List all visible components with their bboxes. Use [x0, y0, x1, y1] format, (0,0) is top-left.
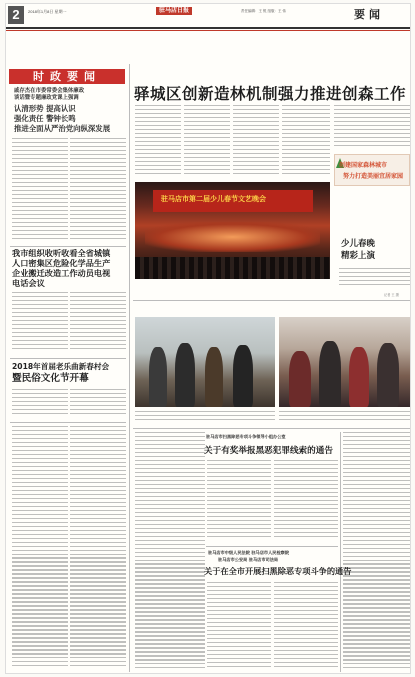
divider [133, 300, 411, 301]
sidebar-headline-line: 谈话暨专题廉政党课上强调 [14, 95, 79, 101]
divider [10, 358, 126, 359]
divider [133, 428, 411, 429]
photo-caption [135, 411, 275, 425]
body-text-block [70, 426, 126, 671]
sidebar-headline-line: 认清形势 提高认识 [14, 104, 76, 113]
notice-title: 关于在全市开展扫黑除恶专项斗争的通告 [204, 566, 352, 576]
stage-lights [145, 222, 320, 252]
photo-title-line: 少儿春晚 [341, 239, 376, 249]
story-headline-line: 人口密集区危险化学品生产 [12, 258, 111, 268]
body-text-block [207, 582, 271, 672]
newspaper-page [5, 3, 411, 674]
story-headline-line: 电话会议 [12, 278, 45, 288]
header-accent-rule [6, 30, 411, 31]
divider [206, 546, 338, 547]
body-text-block [12, 389, 68, 419]
body-text-block [12, 426, 68, 671]
notice-title: 关于有奖举报黑恶犯罪线索的通告 [204, 446, 333, 456]
body-text-block [282, 105, 330, 178]
body-text-block [343, 432, 411, 672]
sidebar-banner: 时政要闻 [9, 69, 125, 84]
section-title: 要闻 [354, 8, 384, 21]
column-divider [340, 432, 341, 672]
notice-issuer: 驻马店市中级人民法院 驻马店市人民检察院 [208, 550, 290, 555]
header-rule [6, 27, 411, 29]
body-text-block [70, 138, 126, 242]
photo-title-line: 精彩上演 [341, 251, 376, 261]
photo-caption [339, 268, 411, 288]
masthead: 驻马店日报 [156, 7, 192, 15]
body-text-block [12, 138, 68, 242]
body-text-block [135, 432, 205, 672]
issue-date: 2018年1月8日 星期一 [28, 9, 67, 14]
slogan-line: 创建国家森林城市 [339, 162, 388, 169]
story-headline-line: 企业搬迁改造工作动员电视 [12, 268, 111, 278]
slogan-line: 努力打造美丽宜居家园 [343, 173, 404, 180]
notice-issuer: 驻马店市扫黑除恶专项斗争领导小组办公室 [206, 434, 286, 439]
page-number: 2 [8, 6, 24, 24]
body-text-block [135, 105, 181, 178]
divider [10, 246, 126, 247]
story-headline-line: 暨民俗文化节开幕 [12, 373, 89, 384]
body-text-block [12, 292, 68, 354]
notice-issuer: 驻马店市公安局 驻马店市司法局 [218, 557, 279, 562]
stage-banner-text: 驻马店市第二届少儿春节文艺晚会 [161, 195, 266, 203]
gala-stage-photo [135, 182, 330, 279]
photo-caption [279, 411, 411, 425]
body-text-block [274, 582, 338, 672]
visit-photo-left [135, 317, 275, 407]
body-text-block [70, 292, 126, 354]
sidebar-headline-line: 强化责任 警钟长鸣 [14, 114, 76, 123]
story-headline-line: 2018年首届老乐曲新春村会 [12, 362, 110, 371]
body-text-block [274, 460, 338, 542]
body-text-block [233, 105, 279, 178]
sidebar-headline-line: 推进全面从严治党向纵深发展 [14, 124, 111, 133]
body-text-block [207, 460, 271, 542]
slogan-box [334, 154, 410, 186]
body-text-block [70, 389, 126, 419]
body-text-block [184, 105, 230, 178]
editor-line: 责任编辑：王 锐 组版：王 伟 [241, 9, 286, 13]
audience [135, 257, 330, 279]
sidebar-headline-line: 戚存杰在市委常委会集体廉政 [14, 88, 85, 94]
story-headline-line: 我市组织收听收看全省城镇 [12, 248, 111, 258]
body-text-block [334, 105, 410, 151]
divider [10, 422, 126, 423]
column-divider [129, 64, 130, 672]
main-headline: 驿城区创新造林机制强力推进创森工作 [134, 85, 407, 103]
photo-credit: 记者 王 摄 [384, 293, 399, 297]
visit-photo-right [279, 317, 411, 407]
page-header [6, 4, 411, 28]
